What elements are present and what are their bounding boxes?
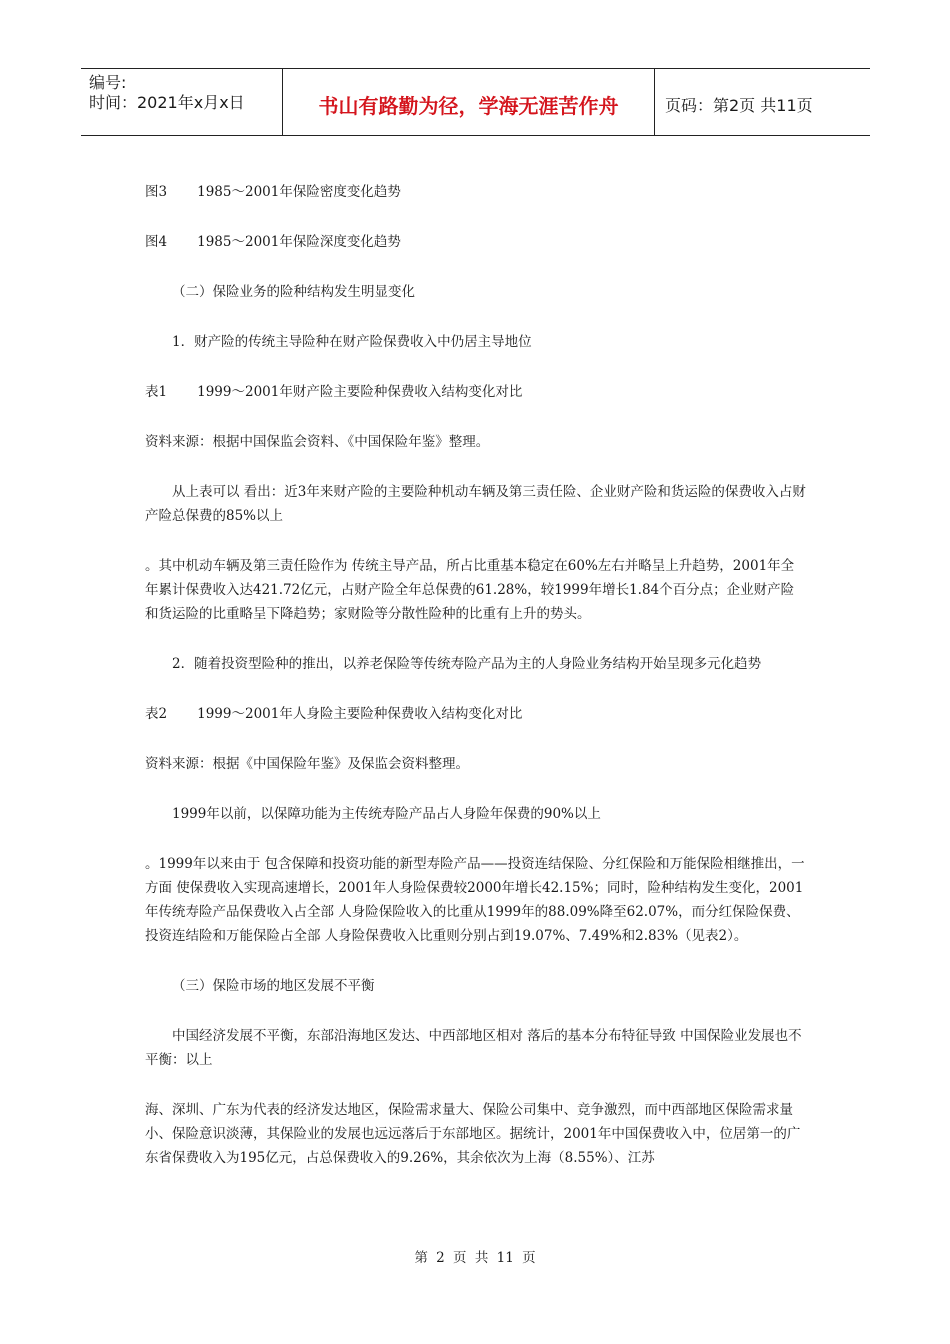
subsection-heading-1: 1．财产险的传统主导险种在财产险保费收入中仍居主导地位 [172, 334, 532, 350]
document-time-label: 时间：2021年x月x日 [89, 93, 245, 112]
body-paragraph: 从上表可以 看出：近3年来财产险的主要险种机动车辆及第三责任险、企业财产险和货运险的保费收入占财产险总保费的85%以上 [145, 484, 806, 524]
section-heading-2: （二）保险业务的险种结构发生明显变化 [172, 284, 415, 300]
body-paragraph: 海、深圳、广东为代表的经济发达地区，保险需求量大、保险公司集中、竞争激烈，而中西部地区保险需求量小、保险意识淡薄，其保险业的发展也远远落后于东部地区。据统计，2001年中国保费收入中，位居第一的广东省保费收入为195亿元，占总保费收入的9.26%，其余依次为上海（8.55%）、江苏 [145, 1102, 801, 1166]
document-body [145, 180, 807, 1170]
figure-caption-3: 图3 1985～2001年保险密度变化趋势 [145, 184, 401, 200]
document-number-label: 编号: [89, 73, 127, 92]
source-note-1: 资料来源：根据中国保监会资料、《中国保险年鉴》整理。 [145, 434, 490, 450]
header-motto: 书山有路勤为径，学海无涯苦作舟 [283, 69, 655, 135]
section-heading-3: （三）保险市场的地区发展不平衡 [172, 978, 375, 994]
body-paragraph: 1999年以前，以保障功能为主传统寿险产品占人身险年保费的90%以上 [172, 806, 601, 822]
body-paragraph: 中国经济发展不平衡，东部沿海地区发达、中西部地区相对 落后的基本分布特征导致 中国保险业发展也不平衡：以上 [145, 1028, 802, 1068]
figure-caption-4: 图4 1985～2001年保险深度变化趋势 [145, 234, 401, 250]
source-note-2: 资料来源：根据《中国保险年鉴》及保监会资料整理。 [145, 756, 469, 772]
header-meta [81, 69, 283, 135]
subsection-heading-2: 2．随着投资型险种的推出，以养老保险等传统寿险产品为主的人身险业务结构开始呈现多元化趋势 [172, 656, 762, 672]
page-footer: 第 2 页 共 11 页 [414, 1250, 536, 1266]
table-caption-1: 表1 1999～2001年财产险主要险种保费收入结构变化对比 [145, 384, 523, 400]
page-header [81, 68, 870, 136]
table-caption-2: 表2 1999～2001年人身险主要险种保费收入结构变化对比 [145, 706, 523, 722]
body-paragraph: 。其中机动车辆及第三责任险作为 传统主导产品，所占比重基本稳定在60%左右并略呈上升趋势，2001年全年累计保费收入达421.72亿元，占财产险全年总保费的61.28%，较1999年增长1.84个百分点；企业财产险和货运险的比重略呈下降趋势；家财险等分散性险种的比重有上升的势头。 [145, 558, 795, 622]
header-page-label: 页码：第2页 共11页 [665, 95, 813, 115]
body-paragraph: 。1999年以来由于 包含保障和投资功能的新型寿险产品——投资连结保险、分红保险和万能保险相继推出，一方面 使保费收入实现高速增长，2001年人身险保费较2000年增长42.15%；同时，险种结构发生变化，2001年传统寿险产品保费收入占全部 人身险保险收入的比重从1999年的88.09%降至62.07%，而分红保险保费、投资连结险和万能保险占全部 人身险保费收入比重则分别占到19.07%、7.49%和2.83%（见表2）。 [145, 856, 805, 944]
